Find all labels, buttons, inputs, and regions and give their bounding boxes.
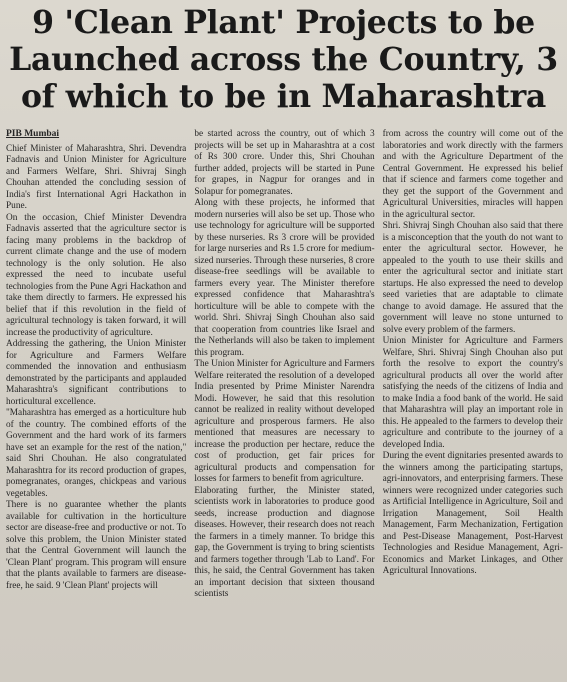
headline-line-3: of which to be in Maharashtra <box>20 78 547 115</box>
paragraph: The Union Minister for Agriculture and Farmers Welfare reiterated the resolution of a developed India presented by Prime Minister Narendra Modi. However, he said that this resolution cannot be realized in reality without developed agriculture and prosperous farmers. He also mentioned that measures are necessary to increase the production per hectare, reduce the cost of production, get fair prices for agricultural products and compensation for losses for farmers to benefit from agriculture. <box>194 359 375 484</box>
paragraph: There is no guarantee whether the plants available for cultivation in the horticulture sector are disease-free and productive or not. To solve this problem, the Union Minister stated that the Central Government will launch the 'Clean Plant' program. This program will ensure that the plants available to farmers are disease-free, he said. 9 'Clean Plant' projects will <box>6 500 187 591</box>
paragraph: Elaborating further, the Minister stated, scientists work in laboratories to produce good seeds, increase production and diagnose diseases. However, their research does not reach the farmers in a timely manner. To bridge this gap, the Government is trying to bring scientists and farmers together through 'Lab to Land'. For this, he said, the Central Government has taken an important decision that sixteen thousand scientists <box>194 485 375 599</box>
headline-line-1: 9 'Clean Plant' Projects to be <box>32 4 535 41</box>
paragraph: Addressing the gathering, the Union Minister for Agriculture and Farmers Welfare commended the innovation and enthusiasm demonstrated by the participants and applauded Maharashtra's significant contributions to horticultural excellence. <box>6 339 187 407</box>
paragraph: Union Minister for Agriculture and Farmers Welfare, Shri. Shivraj Singh Chouhan also put forth the resolve to export the country's agricultural products all over the world after satisfying the needs of the citizens of India and to make India a food bank of the world. He said that Maharashtra will play an important role in this. He appealed to the farmers to develop their agriculture and contribute to the journey of a developed India. <box>382 336 563 450</box>
article-column-2 <box>194 129 374 680</box>
paragraph: from across the country will come out of the laboratories and work directly with the farmers and with the Agriculture Department of the Central Government. He expressed his belief that if science and farmers come together and they get the support of the Government and Agricultural Universities, miracles will happen in the agricultural sector. <box>382 129 563 220</box>
article-column-1 <box>6 129 186 680</box>
headline-line-2: Launched across the Country, 3 <box>9 41 558 78</box>
paragraph: During the event dignitaries presented awards to the winners among the participating startups, agri-innovators, and enterprising farmers. These winners were recognized under categories such as Artificial Intelligence in Agriculture, Soil and Irrigation Management, Soil Health Management, Farm Mechanization, Fertigation and Pest-Disease Management, Post-Harvest Technologies and Residue Management, Agri-Economics and Market Linkages, and Other Agricultural Innovations. <box>382 451 563 576</box>
paragraph: Chief Minister of Maharashtra, Shri. Devendra Fadnavis and Union Minister for Agriculture and Farmers Welfare, Shri. Shivraj Singh Chouhan attended the concluding session of India's first International Agri Hackathon in Pune. <box>6 143 187 211</box>
paragraph: Along with these projects, he informed that modern nurseries will also be set up. Those who use technology for agriculture will be supported by these nurseries. Rs 3 crore will be provided for large nurseries and Rs 1.5 crore for medium-sized nurseries. Through these nurseries, 8 crore disease-free seedlings will be available to farmers every year. The Minister therefore expressed confidence that Maharashtra's horticulture will be able to compete with the world. Shri. Shivraj Singh Chouhan also said that cooperation from countries like Israel and the Netherlands will also be taken to implement this program. <box>194 198 375 358</box>
headline <box>6 0 561 115</box>
paragraph: be started across the country, out of which 3 projects will be set up in Maharashtra at a cost of Rs 300 crore. Under this, Shri Chouhan further added, projects will be started in Pune for grapes, in Nagpur for oranges and in Solapur for pomegranates. <box>194 129 375 197</box>
article-column-3 <box>383 129 563 680</box>
paragraph: Shri. Shivraj Singh Chouhan also said that there is a misconception that the youth do not want to enter the agricultural sector. However, he appealed to the youth to use their skills and enter the agricultural sector and initiate start startups. He also expressed the need to develop seed varieties that are adaptable to climate change to avoid damage. He assured that the government will leave no stone unturned to solve every problem of the farmers. <box>382 221 563 335</box>
article-columns <box>6 129 563 680</box>
paragraph: On the occasion, Chief Minister Devendra Fadnavis asserted that the agriculture sector is facing many problems in the backdrop of current climate change and the use of modern technology is the only solution. He also expressed the need to incubate useful technologies from the Pune Agri Hackathon and take them directly to farmers. He expressed his belief that if this revolution in the field of agricultural technology is taken forward, it will increase the productivity of agriculture. <box>6 212 187 338</box>
dateline: PIB Mumbai <box>6 129 60 139</box>
paragraph: "Maharashtra has emerged as a horticulture hub of the country. The combined efforts of the Government and the hard work of its farmers have set an example for the rest of the nation," said Shri Chouhan. He also congratulated Maharashtra for its record production of grapes, pomegranates, oranges, chickpeas and various vegetables. <box>6 408 187 499</box>
